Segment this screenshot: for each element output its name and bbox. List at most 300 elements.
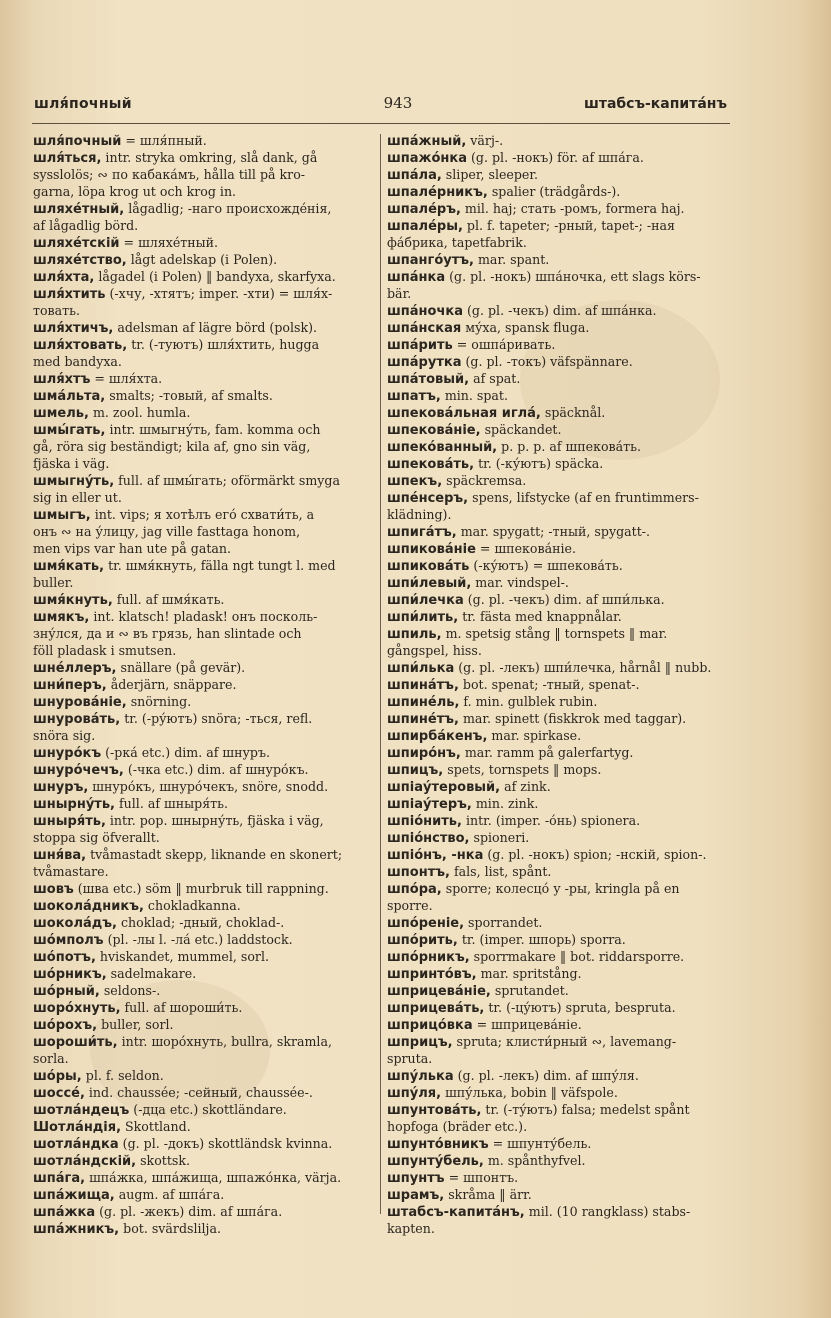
dictionary-entry	[387, 659, 732, 676]
dictionary-entry	[387, 625, 732, 642]
dictionary-entry	[33, 506, 375, 523]
headword: шмель,	[33, 406, 89, 421]
dictionary-entry	[33, 472, 375, 489]
definition-text: = шляхе́тный.	[119, 235, 219, 250]
header-rule	[32, 123, 730, 124]
dictionary-entry	[387, 149, 732, 166]
headword: шо́рникъ,	[33, 967, 107, 982]
definition-text: af zink.	[500, 779, 551, 794]
headword: шпига́тъ,	[387, 525, 457, 540]
dictionary-entry	[387, 982, 732, 999]
definition-text: tr. (-цу́ютъ) spruta, bespruta.	[484, 1000, 676, 1015]
headword: шпа́жка	[33, 1205, 96, 1220]
headword: шпи́лька	[387, 661, 455, 676]
entry-continuation	[387, 1220, 732, 1237]
dictionary-entry	[387, 1203, 732, 1220]
definition-text: bot. spenat; -тный, spenat-.	[458, 677, 640, 692]
headword: шнырну́ть,	[33, 797, 115, 812]
definition-text: skråma ‖ ärr.	[444, 1187, 532, 1202]
dictionary-entry	[33, 761, 375, 778]
entry-continuation	[387, 506, 732, 523]
headword: шпицъ,	[387, 763, 444, 778]
headword: шпиль,	[387, 627, 442, 642]
headword: шпо́рить,	[387, 933, 458, 948]
headword: шпикова́ть	[387, 559, 470, 574]
dictionary-entry	[33, 336, 375, 353]
dictionary-entry	[387, 353, 732, 370]
dictionary-entry	[387, 965, 732, 982]
entry-continuation	[387, 234, 732, 251]
dictionary-entry	[387, 1152, 732, 1169]
definition-text: (-чка etc.) dim. af шнуро́къ.	[123, 762, 309, 777]
dictionary-entry	[387, 761, 732, 778]
definition-text: lågt adelskap (i Polen).	[126, 252, 278, 267]
headword: шпеко́ванный,	[387, 440, 498, 455]
entry-continuation	[387, 285, 732, 302]
definition-text: lågadel (i Polen) ‖ bandyxa, skarfyxa.	[94, 269, 336, 284]
dictionary-entry	[387, 591, 732, 608]
definition-text: = шля́хта.	[90, 371, 163, 386]
headword: шпа́рутка	[387, 355, 462, 370]
dictionary-entry	[33, 778, 375, 795]
definition-text: Skottland.	[121, 1119, 191, 1134]
definition-text: tvåmastadt skepp, liknande en skonert;	[86, 847, 343, 862]
definition-text: hopfoga (bräder etc.).	[387, 1119, 528, 1134]
headword: шо́потъ,	[33, 950, 96, 965]
dictionary-entry	[387, 778, 732, 795]
headword: шпа́нка	[387, 270, 446, 285]
headword: шпале́ръ,	[387, 202, 461, 217]
dictionary-entry	[387, 693, 732, 710]
definition-text: gå, röra sig beständigt; kila af, gno sin väg,	[33, 439, 311, 454]
definition-text: pl. f. seldon.	[81, 1068, 164, 1083]
definition-text: men vips var han ute på gatan.	[33, 541, 232, 556]
dictionary-entry	[33, 251, 375, 268]
dictionary-entry	[33, 608, 375, 625]
headword: шнуро́чечъ,	[33, 763, 124, 778]
definition-text: онъ ∾ на у́лицу, jag ville fasttaga honom,	[33, 524, 301, 539]
headword: шпикова́ніе	[387, 542, 476, 557]
definition-text: tvåmastare.	[33, 864, 109, 879]
dictionary-entry	[387, 438, 732, 455]
definition-text: sporre.	[387, 898, 433, 913]
definition-text: full. af шмя́кать.	[112, 592, 225, 607]
definition-text: (g. pl. -нокъ) шпа́ночка, ett slags körs-	[445, 269, 701, 284]
header-left-guideword: шля́почный	[34, 96, 132, 112]
headword: шпанго́утъ,	[387, 253, 474, 268]
headword: шпа́га,	[33, 1171, 86, 1186]
headword: шля́почный	[33, 134, 122, 149]
dictionary-entry	[33, 1067, 375, 1084]
headword: шни́перъ,	[33, 678, 107, 693]
definition-text: = шпекова́ніе.	[475, 541, 576, 556]
definition-text: spets, tornspets ‖ mops.	[443, 762, 602, 777]
dictionary-entry	[387, 608, 732, 625]
definition-text: sporre; колесцо́ у -ры, kringla på en	[441, 881, 680, 896]
definition-text: му́ха, spansk fluga.	[461, 320, 590, 335]
definition-text: mar. spritstång.	[476, 966, 582, 981]
headword: шля́ться,	[33, 151, 102, 166]
headword: шо́рный,	[33, 984, 100, 999]
definition-text: mar. spinett (fiskkrok med taggar).	[458, 711, 687, 726]
definition-text: intr. шоро́хнуть, bullra, skramla,	[117, 1034, 332, 1049]
dictionary-entry	[33, 132, 375, 149]
definition-text: = ошпа́ривать.	[452, 337, 556, 352]
headword: шпіо́нство,	[387, 831, 470, 846]
definition-text: (g. pl. -нокъ) för. af шпа́га.	[467, 150, 644, 165]
definition-text: int. klatsch! pladask! онъ посколь-	[89, 609, 318, 624]
definition-text: (g. pl. -нокъ) spion; -нскій, spion-.	[483, 847, 707, 862]
headword: Шотла́ндія,	[33, 1120, 122, 1135]
definition-text: mil. (10 rangklass) stabs-	[524, 1204, 691, 1219]
entry-continuation	[33, 574, 375, 591]
headword: шпа́жный,	[387, 134, 467, 149]
definition-text: sporrmakare ‖ bot. riddarsporre.	[469, 949, 685, 964]
dictionary-entry	[387, 421, 732, 438]
headword: шпекова́ніе,	[387, 423, 481, 438]
definition-text: = шля́пный.	[121, 133, 207, 148]
definition-text: (-хчу, -хтятъ; imper. -хти) = шля́х-	[105, 286, 333, 301]
dictionary-entry	[387, 132, 732, 149]
dictionary-entry	[33, 880, 375, 897]
dictionary-entry	[33, 676, 375, 693]
headword: шпунтъ	[387, 1171, 445, 1186]
definition-text: tr. (imper. шпорь) sporra.	[457, 932, 626, 947]
dictionary-entry	[33, 965, 375, 982]
headword: шпине́ль,	[387, 695, 460, 710]
definition-text: sliper, sleeper.	[441, 167, 539, 182]
headword: шпи́лечка	[387, 593, 464, 608]
headword: шотла́ндецъ	[33, 1103, 130, 1118]
dictionary-entry	[387, 166, 732, 183]
dictionary-entry	[387, 846, 732, 863]
headword: шпине́тъ,	[387, 712, 459, 727]
dictionary-entry	[387, 1067, 732, 1084]
dictionary-entry	[387, 523, 732, 540]
dictionary-entry	[33, 948, 375, 965]
definition-text: mil. haj; стать -ромъ, formera haj.	[460, 201, 685, 216]
dictionary-entry	[387, 455, 732, 472]
headword: шокола́дникъ,	[33, 899, 144, 914]
entry-continuation	[33, 183, 375, 200]
definition-text: intr. шмыгну́ть, fam. komma och	[105, 422, 321, 437]
entry-continuation	[33, 523, 375, 540]
headword: штабсъ-капита́нъ,	[387, 1205, 525, 1220]
definition-text: full. af шныря́ть.	[115, 796, 228, 811]
dictionary-entry	[33, 1101, 375, 1118]
definition-text: зну́лся, да и ∾ въ грязь, han slintade och	[33, 626, 302, 641]
definition-text: fjäska i väg.	[33, 456, 110, 471]
definition-text: åderjärn, snäppare.	[106, 677, 237, 692]
entry-continuation	[33, 863, 375, 880]
headword: шляхе́тный,	[33, 202, 125, 217]
definition-text: mar. spygatt; -тный, spygatt-.	[456, 524, 651, 539]
entry-continuation	[387, 1118, 732, 1135]
definition-text: p. p. p. af шпекова́ть.	[497, 439, 641, 454]
entry-continuation	[33, 642, 375, 659]
entry-continuation	[33, 217, 375, 234]
left-column	[33, 132, 375, 1237]
headword: шпа́жникъ,	[33, 1222, 120, 1237]
dictionary-entry	[33, 1203, 375, 1220]
dictionary-entry	[33, 149, 375, 166]
headword: шля́хтить	[33, 287, 106, 302]
definition-text: snöra sig.	[33, 728, 96, 743]
dictionary-entry	[33, 846, 375, 863]
definition-text: spalier (trädgårds-).	[487, 184, 621, 199]
definition-text: tr. fästa med knappnålar.	[458, 609, 622, 624]
definition-text: choklad; -дный, choklad-.	[117, 915, 285, 930]
definition-text: min. spat.	[440, 388, 508, 403]
headword: шпонтъ,	[387, 865, 450, 880]
headword: шприцева́ніе,	[387, 984, 491, 999]
dictionary-entry	[387, 217, 732, 234]
headword: шороши́ть,	[33, 1035, 118, 1050]
definition-text: intr. pop. шнырну́ть, fjäska i väg,	[105, 813, 324, 828]
headword: шрамъ,	[387, 1188, 445, 1203]
dictionary-entry	[387, 1135, 732, 1152]
headword: шнурова́ть,	[33, 712, 121, 727]
dictionary-entry	[33, 387, 375, 404]
entry-continuation	[387, 897, 732, 914]
entry-continuation	[33, 353, 375, 370]
dictionary-entry	[33, 404, 375, 421]
definition-text: späckandet.	[480, 422, 562, 437]
dictionary-entry	[33, 1084, 375, 1101]
dictionary-entry	[387, 268, 732, 285]
headword: шляхе́тскій	[33, 236, 120, 251]
headword: шпа́рить	[387, 338, 453, 353]
definition-text: фа́брика, tapetfabrik.	[387, 235, 527, 250]
definition-text: skottsk.	[136, 1153, 190, 1168]
definition-text: m. spetsig stång ‖ tornspets ‖ mar.	[441, 626, 668, 641]
definition-text: garna, löpa krog ut och krog in.	[33, 184, 237, 199]
definition-text: sig in eller ut.	[33, 490, 122, 505]
definition-text: (g. pl. -докъ) skottländsk kvinna.	[118, 1136, 333, 1151]
headword: шпу́ля,	[387, 1086, 442, 1101]
headword: шо́рохъ,	[33, 1018, 98, 1033]
dictionary-entry	[33, 285, 375, 302]
definition-text: min. zink.	[471, 796, 539, 811]
definition-text: snörning.	[126, 694, 192, 709]
headword: шо́ры,	[33, 1069, 82, 1084]
headword: шприцо́вка	[387, 1018, 473, 1033]
definition-text: (-рка́ etc.) dim. af шнуръ.	[101, 745, 270, 760]
headword: шнуро́къ	[33, 746, 102, 761]
definition-text: m. spånthyfvel.	[483, 1153, 586, 1168]
headword: шпи́левый,	[387, 576, 472, 591]
headword: шпале́ры,	[387, 219, 463, 234]
dictionary-entry	[387, 370, 732, 387]
entry-continuation	[387, 642, 732, 659]
headword: шма́льта,	[33, 389, 106, 404]
dictionary-entry	[387, 472, 732, 489]
dictionary-entry	[33, 931, 375, 948]
headword: шмыгну́ть,	[33, 474, 115, 489]
headword: шпо́реніе,	[387, 916, 465, 931]
definition-text: spioneri.	[469, 830, 530, 845]
headword: шпа́ночка	[387, 304, 463, 319]
headword: шпекъ,	[387, 474, 443, 489]
dictionary-entry	[33, 812, 375, 829]
definition-text: = шпунту́бель.	[488, 1136, 592, 1151]
dictionary-entry	[387, 1084, 732, 1101]
headword: шпунту́бель,	[387, 1154, 484, 1169]
definition-text: lågadlig; -наго происхожде́нія,	[124, 201, 332, 216]
dictionary-entry	[387, 812, 732, 829]
dictionary-entry	[387, 914, 732, 931]
entry-continuation	[33, 1050, 375, 1067]
dictionary-entry	[387, 387, 732, 404]
entry-continuation	[33, 455, 375, 472]
dictionary-entry	[33, 693, 375, 710]
dictionary-entry	[33, 914, 375, 931]
dictionary-entry	[387, 948, 732, 965]
entry-continuation	[33, 540, 375, 557]
definition-text: af spat.	[469, 371, 521, 386]
dictionary-entry	[33, 268, 375, 285]
dictionary-entry	[33, 1169, 375, 1186]
headword: шпе́нсеръ,	[387, 491, 469, 506]
headword: шпатъ,	[387, 389, 441, 404]
headword: шпа́нская	[387, 321, 462, 336]
headword: шля́хтичъ,	[33, 321, 114, 336]
headword: шнурова́ніе,	[33, 695, 127, 710]
entry-continuation	[33, 438, 375, 455]
headword: шпіо́нъ, -нка	[387, 848, 484, 863]
definition-text: augm. af шпа́га.	[114, 1187, 225, 1202]
definition-text: värj-.	[466, 133, 504, 148]
dictionary-entry	[33, 234, 375, 251]
dictionary-entry	[33, 1220, 375, 1237]
definition-text: = шприцева́ніе.	[472, 1017, 582, 1032]
definition-text: (-ку́ютъ) = шпекова́ть.	[469, 558, 623, 573]
headword: шмы́гать,	[33, 423, 106, 438]
dictionary-entry	[33, 795, 375, 812]
headword: шо́мполъ	[33, 933, 104, 948]
headword: шпунто́вникъ	[387, 1137, 489, 1152]
right-column	[387, 132, 732, 1237]
headword: шприцева́ть,	[387, 1001, 485, 1016]
definition-text: gångspel, hiss.	[387, 643, 482, 658]
definition-text: buller, sorl.	[97, 1017, 174, 1032]
column-divider	[380, 134, 381, 1214]
headword: шпунтова́ть,	[387, 1103, 482, 1118]
definition-text: tr. (-ку́ютъ) späcka.	[474, 456, 604, 471]
entry-continuation	[33, 489, 375, 506]
dictionary-entry	[33, 1135, 375, 1152]
headword: шпа́ла,	[387, 168, 442, 183]
dictionary-entry	[387, 1186, 732, 1203]
dictionary-entry	[33, 200, 375, 217]
headword: шнуръ,	[33, 780, 89, 795]
dictionary-entry	[387, 489, 732, 506]
definition-text: mar. spant.	[473, 252, 550, 267]
dictionary-entry	[387, 880, 732, 897]
definition-text: föll pladask i smutsen.	[33, 643, 177, 658]
definition-text: intr. (imper. -о́нь) spionera.	[461, 813, 641, 828]
headword: шля́хтовать,	[33, 338, 128, 353]
definition-text: (g. pl. -лекъ) шпи́лечка, hårnål ‖ nubb.	[454, 660, 712, 675]
definition-text: chokladkanna.	[143, 898, 241, 913]
headword: шпекова́ть,	[387, 457, 475, 472]
dictionary-entry	[387, 999, 732, 1016]
dictionary-entry	[387, 200, 732, 217]
headword: шпо́ра,	[387, 882, 442, 897]
dictionary-entry	[33, 421, 375, 438]
headword: шоро́хнуть,	[33, 1001, 121, 1016]
definition-text: tr. (-ту́ютъ) falsa; medelst spånt	[481, 1102, 690, 1117]
headword: шпіау́теровый,	[387, 780, 501, 795]
entry-continuation	[33, 625, 375, 642]
dictionary-entry	[387, 1101, 732, 1118]
definition-text: fals, list, spånt.	[449, 864, 552, 879]
headword: шмыгъ,	[33, 508, 91, 523]
headword: шля́хтъ	[33, 372, 91, 387]
definition-text: späcknål.	[540, 405, 606, 420]
definition-text: sporrandet.	[464, 915, 543, 930]
definition-text: seldons-.	[99, 983, 161, 998]
dictionary-entry	[387, 251, 732, 268]
definition-text: tr. (-ру́ютъ) snöra; -ться, refl.	[120, 711, 313, 726]
dictionary-entry	[387, 795, 732, 812]
headword: шпу́лька	[387, 1069, 454, 1084]
entry-continuation	[33, 302, 375, 319]
headword: шпирба́кенъ,	[387, 729, 488, 744]
definition-text: intr. stryka omkring, slå dank, gå	[101, 150, 318, 165]
definition-text: (g. pl. -чекъ) dim. af шпи́лька.	[463, 592, 665, 607]
dictionary-entry	[33, 370, 375, 387]
dictionary-entry	[387, 540, 732, 557]
dictionary-entry	[387, 574, 732, 591]
definition-text: ind. chaussée; -сейный, chaussée-.	[84, 1085, 313, 1100]
definition-text: spens, lifstycke (af en fruntimmers-	[468, 490, 699, 505]
definition-text: hviskandet, mummel, sorl.	[95, 949, 269, 964]
dictionary-entry	[387, 404, 732, 421]
headword: шпекова́льная игла́,	[387, 406, 541, 421]
definition-text: (g. pl. -жекъ) dim. af шпа́га.	[95, 1204, 283, 1219]
definition-text: шнуро́къ, шнуро́чекъ, snöre, snodd.	[88, 779, 329, 794]
headword: шляхе́тство,	[33, 253, 127, 268]
definition-text: späckremsa.	[442, 473, 527, 488]
headword: шпи́лить,	[387, 610, 459, 625]
definition-text: spruta; клисти́рный ∾, lavemang-	[452, 1034, 677, 1049]
headword: шня́ва,	[33, 848, 87, 863]
dictionary-entry	[33, 744, 375, 761]
definition-text: mar. spirkase.	[487, 728, 582, 743]
dictionary-entry	[387, 863, 732, 880]
headword: шпиро́нъ,	[387, 746, 461, 761]
definition-text: = шпонтъ.	[444, 1170, 519, 1185]
headword: шмякъ,	[33, 610, 90, 625]
definition-text: шпа́жка, шпа́жища, шпажо́нка, värja.	[85, 1170, 342, 1185]
headword: шмя́кать,	[33, 559, 105, 574]
entry-continuation	[33, 727, 375, 744]
dictionary-entry	[33, 1186, 375, 1203]
headword: шотла́ндскій,	[33, 1154, 137, 1169]
definition-text: snällare (på gevär).	[116, 660, 246, 675]
definition-text: (g. pl. -чекъ) dim. af шпа́нка.	[463, 303, 657, 318]
entry-continuation	[33, 166, 375, 183]
headword: шпо́рникъ,	[387, 950, 470, 965]
headword: шовъ	[33, 882, 74, 897]
dictionary-entry	[387, 676, 732, 693]
definition-text: bär.	[387, 286, 412, 301]
definition-text: full. af шороши́ть.	[120, 1000, 243, 1015]
definition-text: f. min. gulblek rubin.	[459, 694, 598, 709]
definition-text: sadelmakare.	[106, 966, 197, 981]
headword: шокола́дъ,	[33, 916, 117, 931]
